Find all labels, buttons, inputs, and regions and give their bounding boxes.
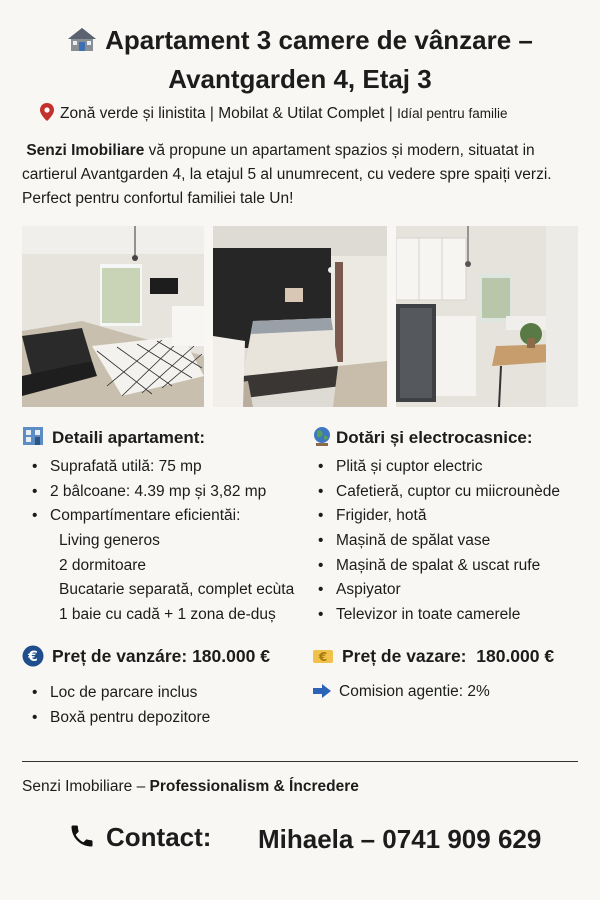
tagline-agency: Senzi Imobiliare xyxy=(22,778,133,795)
price-right-value: 180.000 € xyxy=(476,646,555,666)
list-item: • Loc de parcare inclus xyxy=(32,684,198,701)
list-item: • Mașină de spălat vase xyxy=(318,532,491,550)
list-item: • Boxă pentru depozitore xyxy=(32,708,211,726)
list-item: • Aspiyator xyxy=(318,581,401,599)
list-subitem: Living generos xyxy=(59,532,160,550)
globe-icon xyxy=(312,426,332,451)
contact-label xyxy=(68,822,211,857)
details-list xyxy=(32,455,294,628)
price-right xyxy=(312,645,554,672)
title-line-2: Avantgarden 4, Etaj 3 xyxy=(168,64,432,94)
commission-text: Comision agentie: 2% xyxy=(339,683,490,700)
contact-phone[interactable]: Mihaela – 0741 909 629 xyxy=(258,824,542,854)
amenities-heading-text: Dotări și electrocasnice: xyxy=(336,428,533,447)
photo-living-room[interactable] xyxy=(22,226,204,407)
highlights-line xyxy=(40,103,595,126)
title-text-1: Apartament 3 camere de vânzare – xyxy=(105,25,533,55)
list-item: • 2 bâlcoane: 4.39 mp și 3,82 mp xyxy=(32,482,267,500)
list-item: • Suprafată utilă: 75 mp xyxy=(32,458,202,475)
list-item: • Frigider, hotă xyxy=(318,507,427,525)
svg-text:€: € xyxy=(318,650,328,664)
tagline xyxy=(22,778,359,796)
euro-coin-icon xyxy=(22,645,44,672)
price-left-label: Preț de vanzáre: xyxy=(52,646,188,666)
intro-text: vă propune un apartament spazios și modern, situatat in cartierul Avantgarden 4, la etajul 5 al unumrecent, cu vedere spre spaiți verzi. Perfect pentru confortul familiei tale Un! xyxy=(22,142,552,207)
list-item: • Televizor in toate camerele xyxy=(318,606,521,624)
list-subitem: Bucatarie separată, complet ecùta xyxy=(59,581,295,599)
list-item: • Compartímentare eficientăi: xyxy=(32,507,241,525)
price-right-label: Preț de vazare: xyxy=(342,646,467,666)
building-icon xyxy=(22,426,44,451)
list-item: • Plită și cuptor electric xyxy=(318,458,483,475)
divider xyxy=(22,761,578,762)
list-item: • Mașină de spalat & uscat rufe xyxy=(318,556,541,574)
photo-kitchen[interactable] xyxy=(396,226,578,407)
highlights-text: Zonă verde și linistita | Mobilat & Utilat Complet | xyxy=(60,105,393,122)
amenities-list xyxy=(318,455,560,628)
svg-text:€: € xyxy=(28,649,38,665)
list-subitem: 2 dormitoare xyxy=(59,556,147,574)
commission-line xyxy=(313,683,490,703)
contact-label-text: Contact: xyxy=(106,822,212,852)
photo-gallery xyxy=(22,226,578,407)
price-left-value: 180.000 € xyxy=(192,646,270,666)
amenities-heading xyxy=(312,426,533,451)
money-icon xyxy=(312,645,334,672)
tagline-motto: Professionalism & Íncredere xyxy=(149,778,359,795)
list-subitem: 1 baie cu cadă + 1 zona de-duș xyxy=(59,606,276,624)
title-line-1 xyxy=(0,22,600,61)
tagline-dash: – xyxy=(132,778,150,795)
location-pin-icon xyxy=(40,103,54,126)
arrow-right-icon xyxy=(313,684,331,703)
intro-agency: Senzi Imobiliare xyxy=(26,142,145,159)
list-item: • Cafetieră, cuptor cu miicrounède xyxy=(318,482,561,500)
intro-paragraph xyxy=(22,139,582,211)
price-left xyxy=(22,645,270,672)
extras-list xyxy=(32,681,210,730)
house-icon xyxy=(67,25,97,61)
details-heading xyxy=(22,426,205,451)
highlights-last: Idíal pentru familie xyxy=(397,106,508,121)
phone-icon xyxy=(68,822,96,857)
details-heading-text: Detaili apartament: xyxy=(52,428,206,447)
listing-title xyxy=(0,22,600,97)
photo-bedroom[interactable] xyxy=(213,226,387,407)
